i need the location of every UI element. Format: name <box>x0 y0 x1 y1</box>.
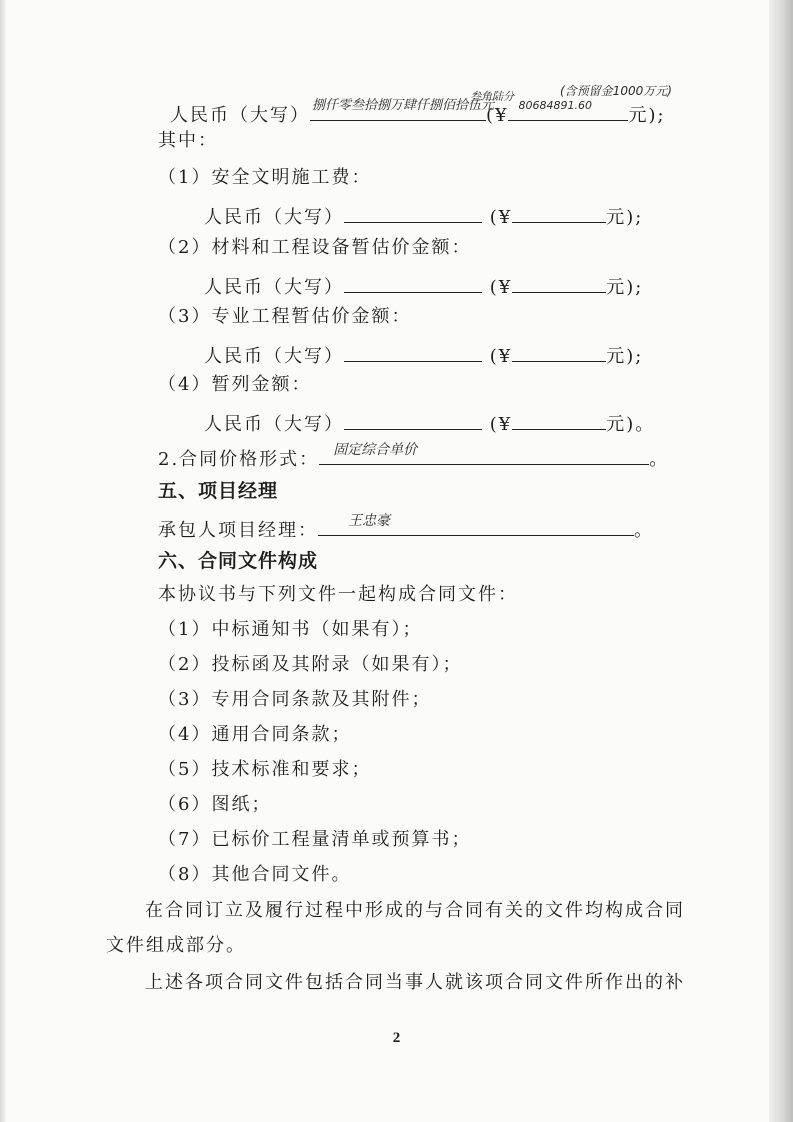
sub-item-4-label: 人民币（大写） <box>204 414 344 435</box>
sub-item-1-upper-blank <box>344 202 482 223</box>
amount-upper-blank <box>310 98 495 121</box>
amount-number-handwriting: 80684891.60 <box>518 99 592 112</box>
sub-item-3-yen: (¥ <box>489 346 513 367</box>
sub-item-3-label: 人民币（大写） <box>204 346 344 367</box>
list-item: （6）图纸； <box>158 794 272 815</box>
amount-label: 人民币（大写） <box>170 105 310 126</box>
sub-item-3-number-blank <box>512 341 606 362</box>
list-item: （5）技术标准和要求； <box>158 759 372 780</box>
sub-item-1-number-blank <box>512 202 606 223</box>
section-5-heading: 五、项目经理 <box>158 480 279 502</box>
price-form-end: 。 <box>649 449 670 470</box>
list-item: （1）中标通知书（如果有）； <box>158 619 423 640</box>
sub-item-4-number-blank <box>512 409 606 430</box>
paragraph-1-line-2: 文件组成部分。 <box>106 935 246 956</box>
sub-item-3-upper-blank <box>344 341 482 362</box>
project-manager-handwriting: 王忠豪 <box>348 513 390 529</box>
sub-item-4-unit: 元)。 <box>606 414 656 435</box>
page-number: 2 <box>392 1030 401 1046</box>
sub-item-2-yen: (¥ <box>489 277 513 298</box>
sub-item-3-unit: 元); <box>606 346 644 367</box>
project-manager-blank <box>318 515 634 536</box>
sub-item-3-amount-row <box>204 341 643 367</box>
list-item: （4）通用合同条款； <box>158 724 352 745</box>
yen-open: (¥ <box>486 105 509 126</box>
list-item: （2）投标函及其附录（如果有）； <box>158 654 463 675</box>
list-item: （8）其他合同文件。 <box>158 864 352 885</box>
amount-note-handwriting: (含预留金1000万元) <box>560 84 672 98</box>
sub-item-2-upper-blank <box>344 272 482 293</box>
scan-edge-right <box>769 0 793 1122</box>
of-which: 其中： <box>158 130 218 151</box>
sub-item-2-number-blank <box>512 272 606 293</box>
project-manager-label: 承包人项目经理： <box>158 520 318 541</box>
sub-item-2-title: （2）材料和工程设备暂估价金额： <box>158 237 472 258</box>
sub-item-1-title: （1）安全文明施工费： <box>158 167 372 188</box>
sub-item-4-title: （4）暂列金额： <box>158 374 312 395</box>
project-manager-row <box>158 515 654 541</box>
section-6-intro: 本协议书与下列文件一起构成合同文件： <box>158 584 518 605</box>
sub-item-1-label: 人民币（大写） <box>204 207 344 228</box>
price-form-label: 2.合同价格形式： <box>158 449 320 470</box>
list-item: （3）专用合同条款及其附件； <box>158 689 432 710</box>
list-item: （7）已标价工程量清单或预算书； <box>158 829 472 850</box>
price-form-handwriting: 固定综合单价 <box>333 442 418 458</box>
scan-edge-left <box>0 0 6 1122</box>
sub-item-2-label: 人民币（大写） <box>204 277 344 298</box>
paragraph-1-line-1: 在合同订立及履行过程中形成的与合同有关的文件均构成合同 <box>145 900 685 921</box>
sub-item-1-unit: 元); <box>606 207 644 228</box>
sub-item-2-unit: 元); <box>606 277 644 298</box>
sub-item-1-yen: (¥ <box>489 207 513 228</box>
sub-item-4-yen: (¥ <box>489 414 513 435</box>
section-6-heading: 六、合同文件构成 <box>158 550 319 572</box>
amount-upper-extra-handwriting: 叁角陆分 <box>470 90 514 103</box>
sub-item-3-title: （3）专业工程暂估价金额： <box>158 306 412 327</box>
amount-upper-handwriting: 捌仟零叁拾捌万肆仟捌佰拾伍元 <box>312 98 495 113</box>
price-form-row <box>158 444 669 470</box>
sub-item-4-amount-row <box>204 409 655 435</box>
sub-item-2-amount-row <box>204 272 643 298</box>
paragraph-2-line-1: 上述各项合同文件包括合同当事人就该项合同文件所作出的补 <box>145 972 685 993</box>
amount-unit: 元); <box>628 105 666 126</box>
sub-item-4-upper-blank <box>344 409 482 430</box>
price-form-blank <box>319 444 649 465</box>
project-manager-end: 。 <box>634 520 654 541</box>
sub-item-1-amount-row <box>204 202 643 228</box>
